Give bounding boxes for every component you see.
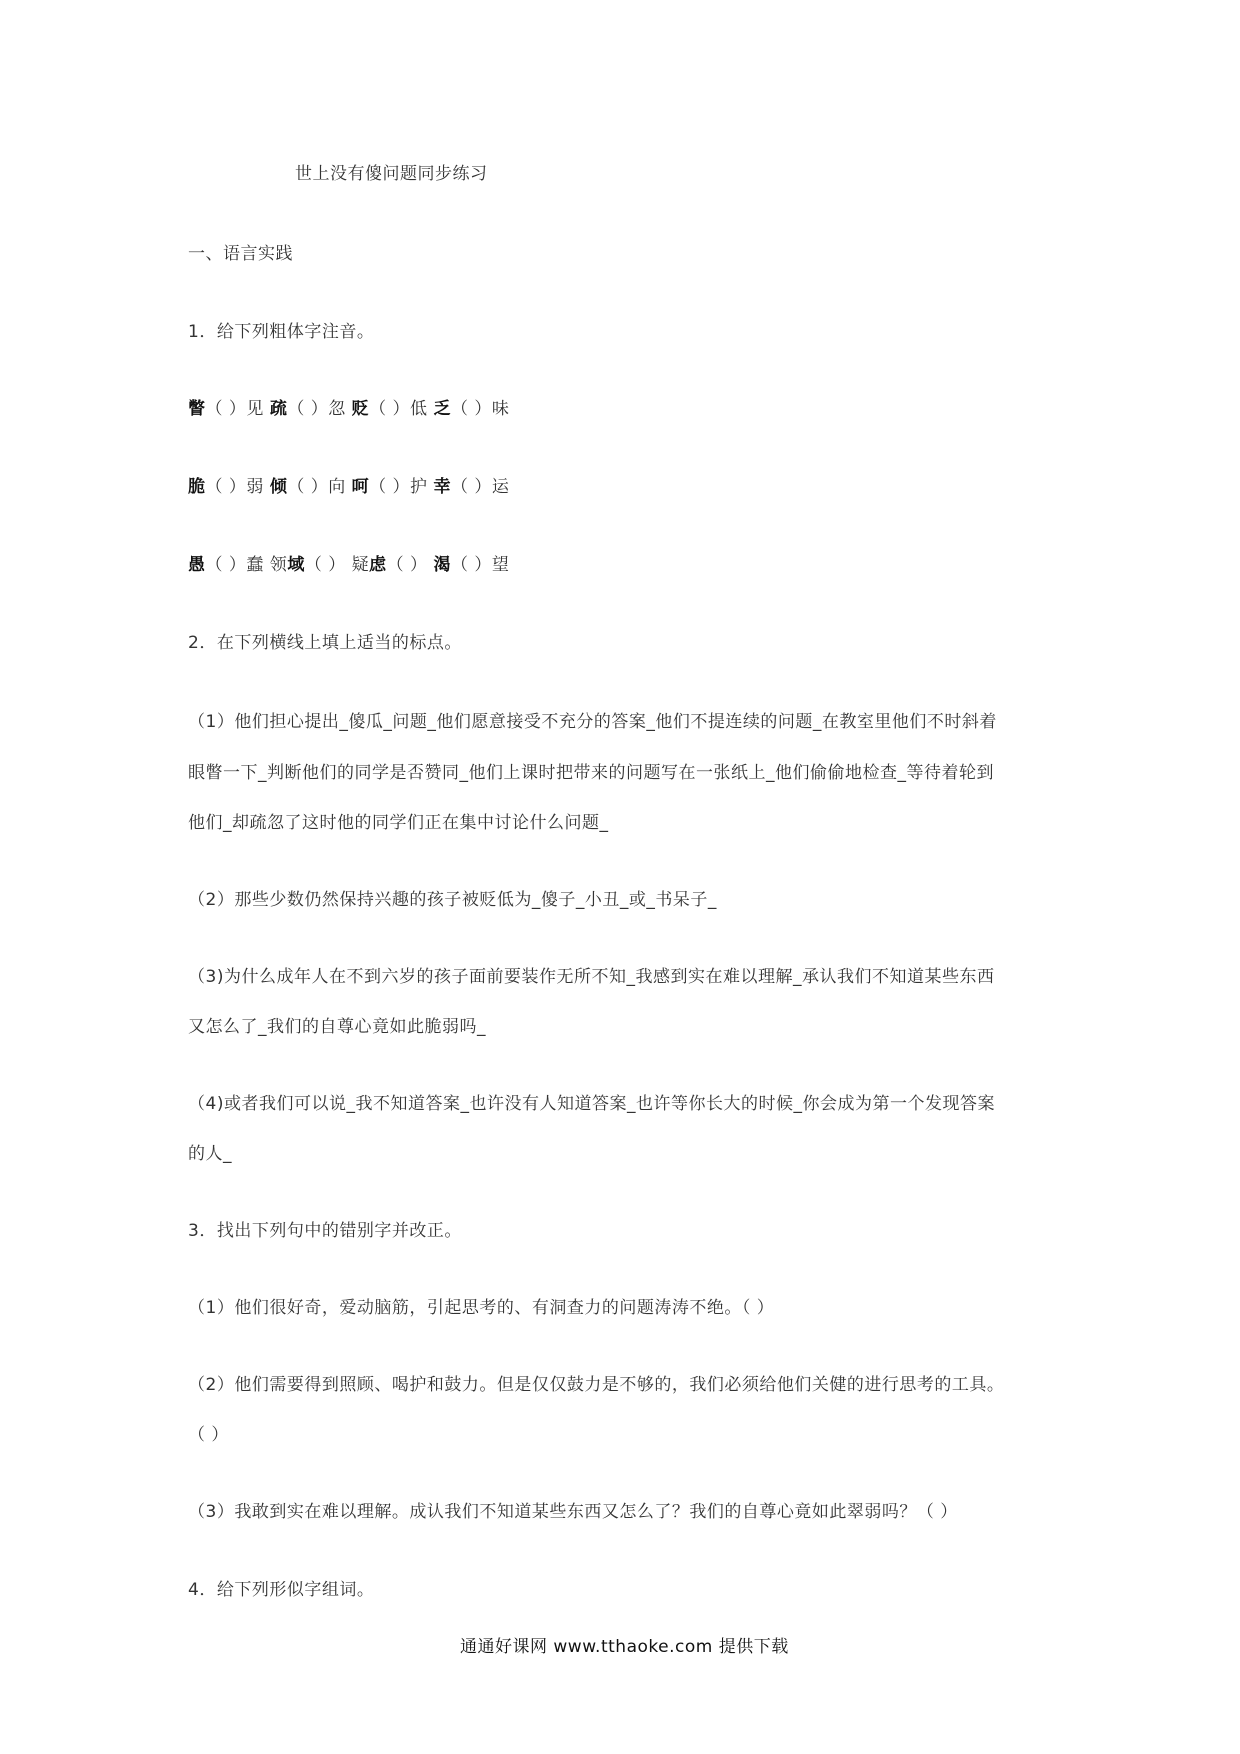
bold-char: 倾 <box>269 477 288 497</box>
paragraph-line: （3)为什么成年人在不到六岁的孩子面前要装作无所不知_我感到实在难以理解_承认我们不知道某些东西 <box>188 967 995 987</box>
paragraph-line: （2）那些少数仍然保持兴趣的孩子被贬低为_傻子_小丑_或_书呆子_ <box>188 890 717 910</box>
paragraph-line: （3）我敢到实在难以理解。成认我们不知道某些东西又怎么了？我们的自尊心竟如此翠弱吗？（ ） <box>188 1502 958 1522</box>
bold-char: 乏 <box>433 399 451 419</box>
blank-text: （ ）护 <box>369 477 434 497</box>
bold-char: 呵 <box>351 477 370 497</box>
paragraph-line: （1）他们很好奇，爱动脑筋，引起思考的、有洞查力的问题涛涛不绝。（ ） <box>188 1298 775 1318</box>
page-footer: 通通好课网 www.tthaoke.com 提供下载 <box>460 1637 789 1657</box>
question-3-heading: 3．找出下列句中的错别字并改正。 <box>188 1221 462 1241</box>
paragraph-line: （ ） <box>188 1425 229 1445</box>
bold-char: 瞥 <box>188 399 206 419</box>
paragraph-line: （2）他们需要得到照顾、喝护和鼓力。但是仅仅鼓力是不够的，我们必须给他们关健的进行思考的工具。 <box>188 1375 1005 1395</box>
paragraph-line: 又怎么了_我们的自尊心竟如此脆弱吗_ <box>188 1017 486 1037</box>
question-2-heading: 2．在下列横线上填上适当的标点。 <box>188 633 462 653</box>
paragraph-line: 的人_ <box>188 1144 232 1164</box>
bold-char: 愚 <box>188 555 206 575</box>
question-1-heading: 1．给下列粗体字注音。 <box>188 322 375 342</box>
pinyin-row-1 <box>188 398 509 420</box>
bold-char: 贬 <box>351 399 370 419</box>
pinyin-row-2 <box>188 476 509 498</box>
blank-text: （ ）蠢 领 <box>205 555 288 575</box>
question-4-heading: 4．给下列形似字组词。 <box>188 1580 375 1600</box>
blank-text: （ ）运 <box>450 477 510 497</box>
bold-char: 脆 <box>188 477 206 497</box>
paragraph-line: 他们_却疏忽了这时他的同学们正在集中讨论什么问题_ <box>188 813 609 833</box>
document-title: 世上没有傻问题同步练习 <box>295 164 488 184</box>
blank-text: （ ）见 <box>205 399 270 419</box>
blank-text: （ ）向 <box>287 477 352 497</box>
blank-text: （ ）望 <box>450 555 510 575</box>
blank-text: （ ）忽 <box>287 399 352 419</box>
bold-char: 疏 <box>269 399 288 419</box>
pinyin-row-3 <box>188 554 509 576</box>
bold-char: 虑 <box>369 555 387 575</box>
blank-text: （ ） 疑 <box>304 555 370 575</box>
bold-char: 渴 <box>433 555 451 575</box>
blank-text: （ ）弱 <box>205 477 270 497</box>
bold-char: 域 <box>287 555 305 575</box>
paragraph-line: （4)或者我们可以说_我不知道答案_也许没有人知道答案_也许等你长大的时候_你会成为第一个发现答案 <box>188 1094 995 1114</box>
paragraph-line: （1）他们担心提出_傻瓜_问题_他们愿意接受不充分的答案_他们不提连续的问题_在教室里他们不时斜着 <box>188 712 997 732</box>
blank-text: （ ） <box>386 555 434 575</box>
bold-char: 幸 <box>433 477 451 497</box>
section-heading: 一、语言实践 <box>188 244 293 264</box>
blank-text: （ ）低 <box>369 399 434 419</box>
paragraph-line: 眼瞥一下_判断他们的同学是否赞同_他们上课时把带来的问题写在一张纸上_他们偷偷地检查_等待着轮到 <box>188 763 994 783</box>
blank-text: （ ）味 <box>450 399 510 419</box>
